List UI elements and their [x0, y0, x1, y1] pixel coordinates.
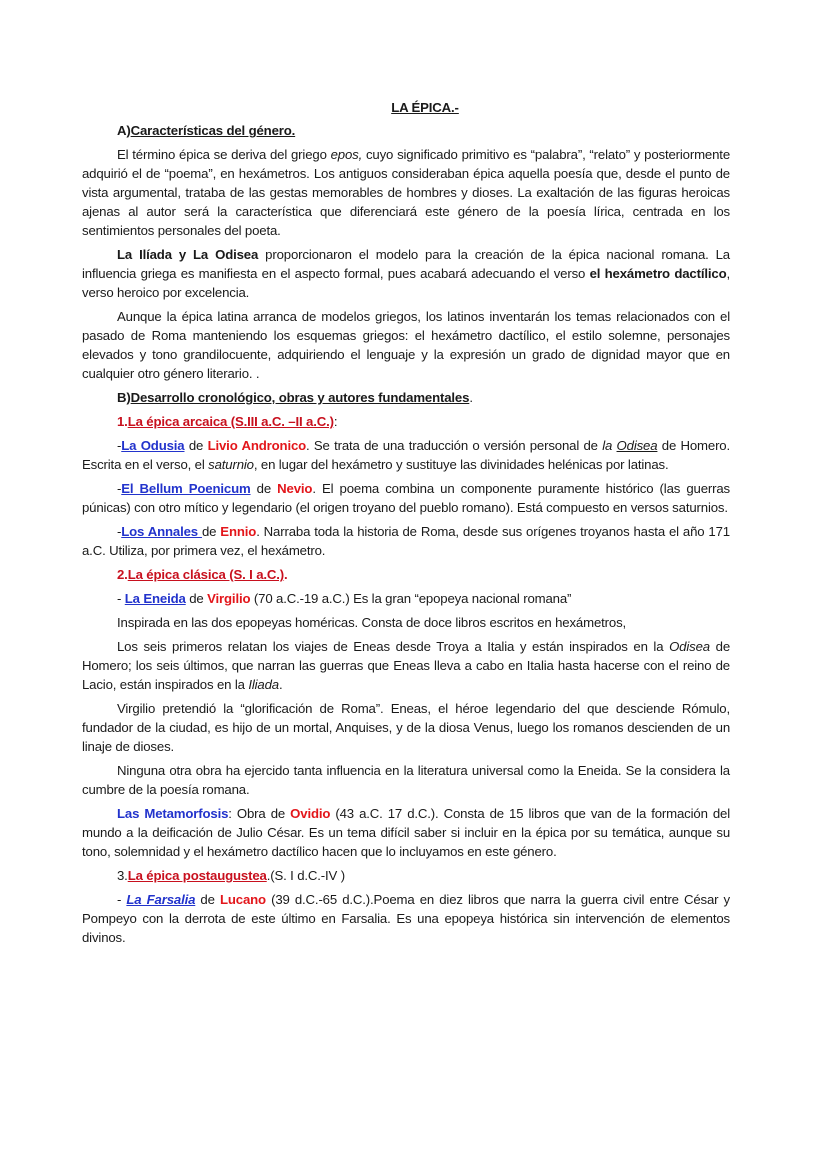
subsection-3-heading [117, 866, 730, 885]
text: (43 a.C. 17 d.C.). Consta de 15 libros que van de la formación del mundo a la deificación de Julio César. Es un tema difícil saber si incluir en la épica por su temática, aunque su tono, solemnidad y el hexámetro dactílico hacen que lo incluyamos en este género. [82, 806, 730, 859]
author-name: Ovidio [290, 806, 331, 821]
work-title-link[interactable]: El Bellum Poenicum [121, 481, 251, 496]
text: . [278, 677, 283, 692]
text: . [284, 567, 288, 582]
text: de Homero. Escrita en el verso, el [82, 438, 731, 472]
text: - [117, 524, 122, 539]
italic-text: saturnio [208, 457, 254, 472]
paragraph-iliada-odisea [82, 245, 730, 302]
author-name: Lucano [219, 892, 266, 907]
italic-text: Iliada [248, 677, 279, 692]
entry-metamorfosis [82, 804, 730, 861]
italic-text: la [602, 438, 617, 453]
paragraph-influencia: Ninguna otra obra ha ejercido tanta influencia en la literatura universal como la Eneida. Se la considera la cumbre de la poesía romana. [82, 763, 730, 797]
text: de [195, 892, 220, 907]
work-title-link[interactable]: La Odusia [121, 438, 185, 453]
document-page [82, 98, 730, 952]
paragraph-epica-latina: Aunque la épica latina arranca de modelos griegos, los latinos inventarán los temas relacionados con el pasado de Roma manteniendo los esquemas griegos: el hexámetro dactílico, el estilo solemne, personajes elevados y tono grandilocuente, adquiriendo el lenguaje y la expresión un grado de dignidad mayor que en cualquier otro género literario. . [82, 309, 730, 381]
author-name: Nevio [277, 481, 313, 496]
section-a-heading [117, 121, 730, 140]
paragraph-eneida-libros [82, 637, 730, 694]
text: de [250, 481, 278, 496]
paragraph-epos [82, 145, 730, 240]
author-name: Ennio [220, 524, 257, 539]
work-title: Las Metamorfosis [117, 806, 229, 821]
text: (70 a.C.-19 a.C.) Es la gran “epopeya nacional romana” [250, 591, 572, 606]
text: de [184, 438, 208, 453]
text: - [117, 591, 125, 606]
text: Los seis primeros relatan los viajes de Eneas desde Troya a Italia y están inspirados en la [117, 639, 670, 654]
subsection-title: La épica postaugustea [127, 868, 267, 883]
text: - [117, 892, 127, 907]
text: . Se trata de una traducción o versión personal de [306, 438, 603, 453]
text: cuyo significado primitivo es “palabra”, “relato” y posteriormente adquirió el de “poema”, en hexámetros. Los antiguos consideraban épica aquella poesía que, desde el punto de vista argumental, trataba de las gestas memorables de hombres y dioses. La exaltación de las figuras heroicas ajenas al autor será la característica que diferenciará este género de la poesía lírica, centrada en los sentimientos personales del poeta. [82, 147, 730, 238]
text: - [117, 481, 122, 496]
section-b-prefix: B) [117, 390, 131, 405]
subsection-title: La épica clásica (S. I a.C.) [127, 567, 285, 582]
term-epos: epos, [330, 147, 363, 162]
work-title-link[interactable]: La Eneida [124, 591, 186, 606]
paragraph-glorificacion: Virgilio pretendió la “glorificación de Roma”. Eneas, el héroe legendario del que desciende Rómulo, fundador de la ciudad, es hijo de un mortal, Anquises, y de la diosa Venus, luego los romanos descienden de un linaje de dioses. [82, 701, 730, 754]
text: - [117, 438, 122, 453]
entry-bellum-poenicum [82, 479, 730, 517]
entry-eneida [82, 589, 730, 608]
subsection-number: 3. [117, 868, 128, 883]
text: . Narraba toda la historia de Roma, desde sus orígenes troyanos hasta el año 171 a.C. Utiliza, por primera vez, el hexámetro. [82, 524, 730, 558]
text: , verso heroico por excelencia. [82, 266, 730, 300]
subsection-number: 2. [117, 567, 128, 582]
section-b-heading [117, 388, 730, 407]
work-title-link[interactable]: Los Annales [121, 524, 202, 539]
text: : Obra de [228, 806, 291, 821]
work-title-link[interactable]: La Farsalia [126, 892, 196, 907]
entry-annales [82, 522, 730, 560]
entry-farsalia [82, 890, 730, 947]
text: . [469, 390, 473, 405]
text: .(S. I d.C.-IV ) [266, 868, 345, 883]
section-b-title: Desarrollo cronológico, obras y autores fundamentales [130, 390, 470, 405]
author-name: Virgilio [207, 591, 251, 606]
subsection-2-heading [117, 565, 730, 584]
text: de [185, 591, 208, 606]
subsection-1-heading [117, 412, 730, 431]
page-title: LA ÉPICA.- [391, 100, 459, 115]
bold-text: el hexámetro dactílico [589, 266, 727, 281]
subsection-number: 1. [117, 414, 128, 429]
text: . El poema combina un componente puramente histórico (las guerras púnicas) con otro mítico y legendario (el origen troyano del pueblo romano). Está compuesto en versos saturnios. [82, 481, 730, 515]
bold-text: La Ilíada y La Odisea [117, 247, 259, 262]
entry-odusia [82, 436, 730, 474]
paragraph-eneida-inspiracion: Inspirada en las dos epopeyas homéricas. Consta de doce libros escritos en hexámetros, [117, 615, 627, 630]
text: , en lugar del hexámetro y sustituye las divinidades helénicas por latinas. [253, 457, 669, 472]
subsection-title: La épica arcaica (S.III a.C. –II a.C.) [127, 414, 334, 429]
author-name: Livio Andronico [207, 438, 307, 453]
text: de [201, 524, 221, 539]
text: (39 d.C.-65 d.C.).Poema en diez libros que narra la guerra civil entre César y Pompeyo con la derrota de este último en Farsalia. Es una epopeya histórica sin intervención de elementos divinos. [82, 892, 730, 945]
italic-text: Odisea [616, 438, 658, 453]
text: El término épica se deriva del griego [117, 147, 331, 162]
section-a-title: Características del género. [130, 123, 296, 138]
section-a-prefix: A) [117, 123, 131, 138]
text: : [333, 414, 338, 429]
text: proporcionaron el modelo para la creación de la épica nacional romana. La influencia griega es manifiesta en el aspecto formal, pues acabará adecuando el verso [82, 247, 730, 281]
italic-text: Odisea [669, 639, 710, 654]
text: de Homero; los seis últimos, que narran las guerras que Eneas lleva a cabo en Italia hasta hacerse con el reino de Lacio, están inspirados en la [82, 639, 731, 692]
